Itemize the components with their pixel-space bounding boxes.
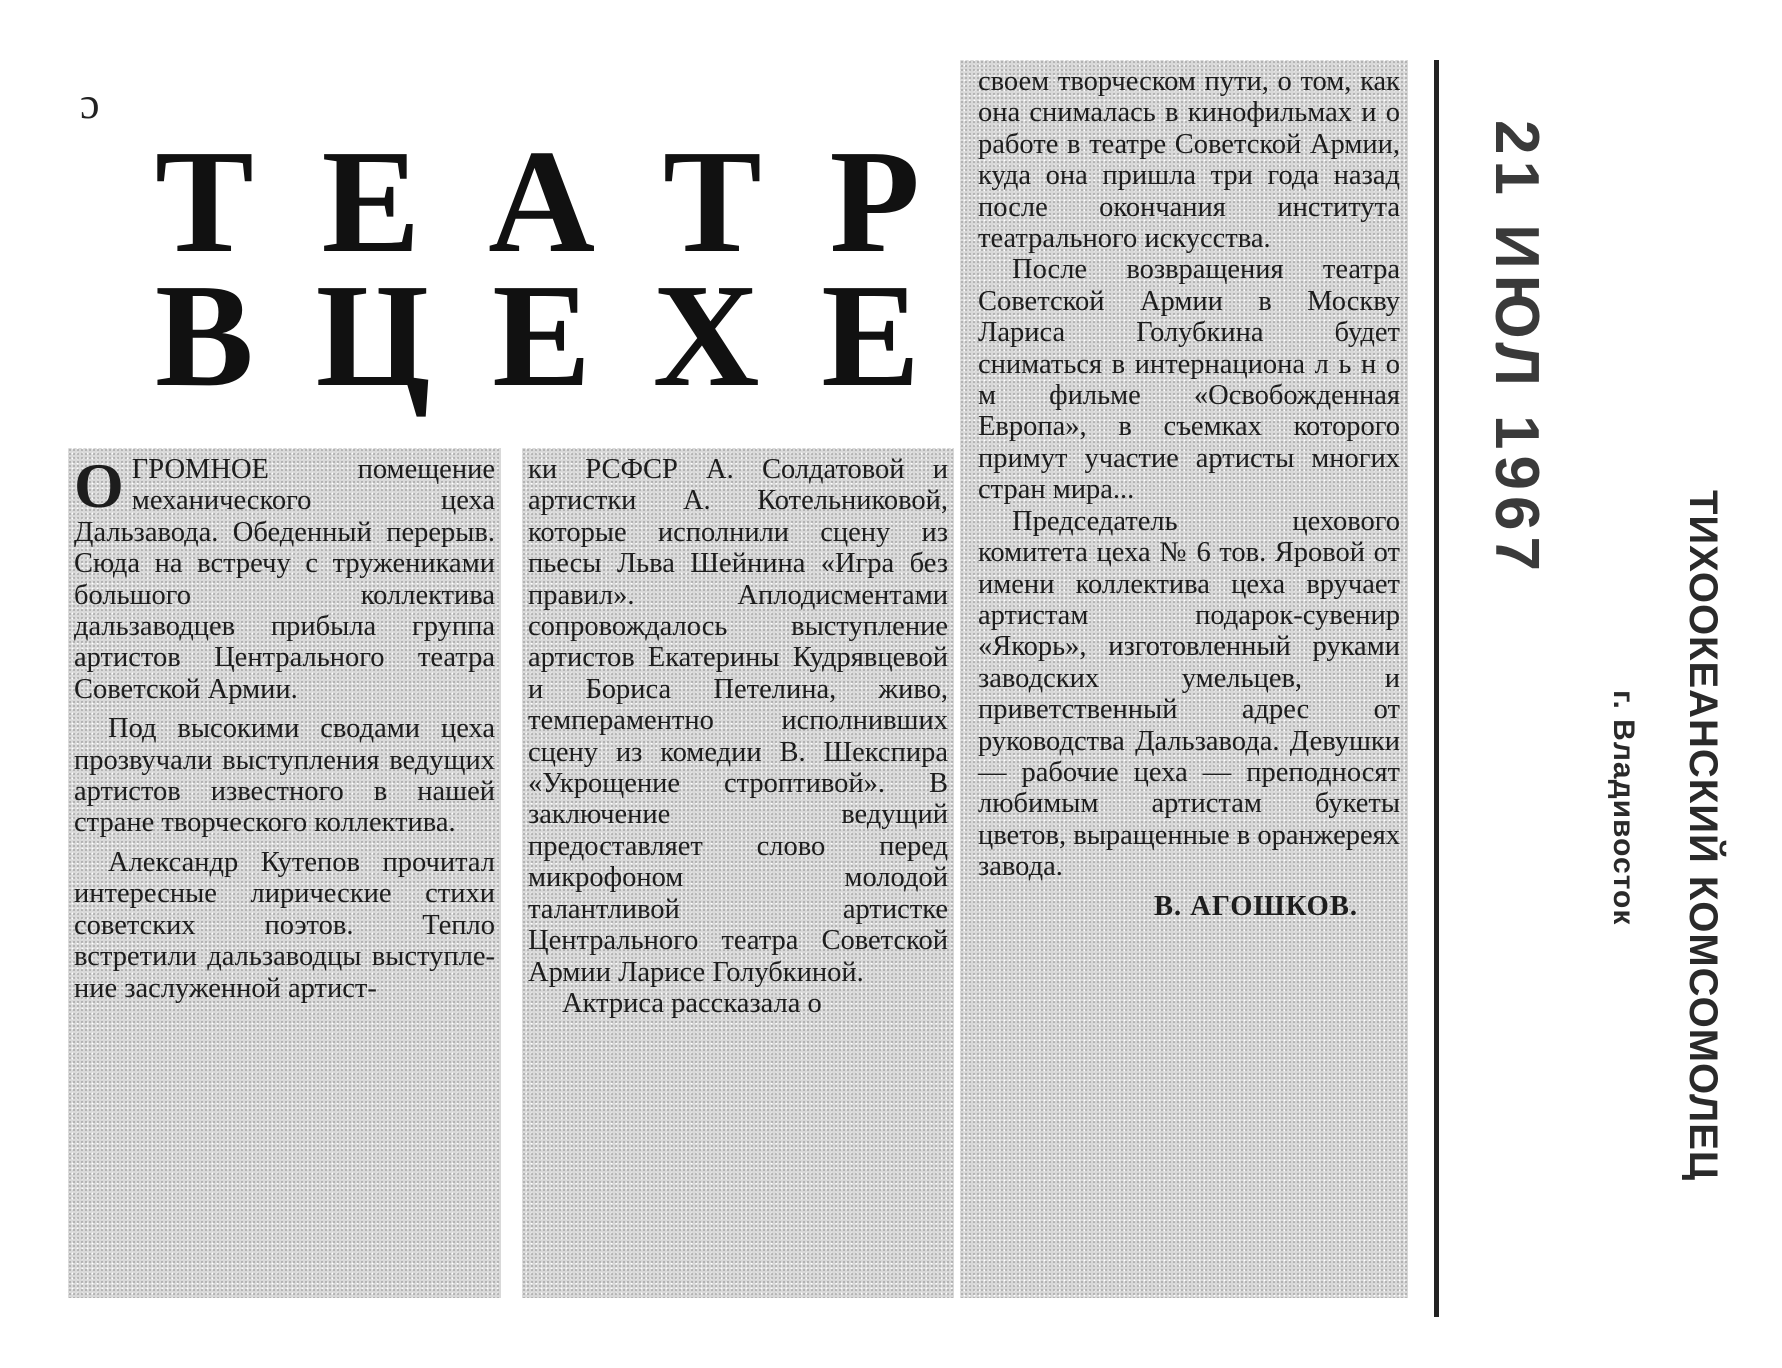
article-paragraph: После возвращения театра Советской Армии в Москву Лариса Голубкина будет сниматься в интернациона л ь н о м фильме «Освобожденная Европа», в съемках которого примут участие артисты многих стран мира... xyxy=(978,254,1400,506)
headline-letter: А xyxy=(488,120,596,284)
article-paragraph: Под высокими сводами цеха прозвучали выступления ведущих артистов известного в нашей стране творческого коллектива. xyxy=(74,713,495,839)
article-paragraph xyxy=(74,450,495,705)
vertical-divider xyxy=(1434,60,1439,1317)
paragraph-text: ГРОМНОЕ помещение механического цеха Дальзавода. Обеденный перерыв. Сюда на встречу с тружениками большого коллектива дальзаводцев прибыла группа артистов Центрального театра Советской Армии. xyxy=(74,454,495,705)
headline-letter: Т xyxy=(662,120,762,284)
article-paragraph: Александр Кутепов прочитал интересные лирические стихи советских поэтов. Тепло встретили дальзаводцы выступление заслуженной артист- xyxy=(74,846,495,1004)
headline-letter: Ц xyxy=(315,254,431,418)
headline-letter: Е xyxy=(492,254,591,418)
article-paragraph: ки РСФСР А. Солдатовой и артистки А. Котельниковой, которые исполнили сцену из пьесы Льва Шейнина «Игра без правил». Аплодисментами сопровождалось выступление артистов Екатерины Кудрявцевой и Бориса Петелина, живо, темпераментно исполнивших сцену из комедии В. Шекспира «Укрощение строптивой». В заключение ведущий предоставляет слово перед микрофоном молодой талантливой артистке Центрального театра Советской Армии Ларисе Голубкиной. xyxy=(528,454,948,988)
article-paragraph: Председатель цехового комитета цеха № 6 тов. Яровой от имени коллектива цеха вручает артистам подарок-сувенир «Якорь», изготовленный руками заводских умельцев, и приветственный адрес от руководства Дальзавода. Девушки — рабочие цеха — преподносят любимым артистам букеты цветов, выращенные в оранжереях завода. xyxy=(978,505,1400,883)
article-paragraph: своем творческом пути, о том, как она снималась в кинофильмах и о работе в театре Советской Армии, куда она пришла три года назад после окончания института театрального искусства. xyxy=(978,66,1400,255)
headline-letter: Т xyxy=(155,120,254,284)
article-column-1 xyxy=(68,448,501,1298)
newspaper-city: г. Владивосток xyxy=(1607,690,1640,926)
author-byline: В. АГОШКОВ. xyxy=(1154,890,1358,922)
headline-letter: Е xyxy=(321,120,421,284)
article-column-3 xyxy=(960,60,1408,1298)
newspaper-name: ТИХООКЕАНСКИЙ КОМСОМОЛЕЦ xyxy=(1681,490,1725,1182)
headline-line-2 xyxy=(155,254,920,418)
scribble-mark: ɔ xyxy=(80,79,100,128)
article-column-2 xyxy=(522,448,954,1298)
date-stamp: 21 ИЮЛ 1967 xyxy=(1482,120,1551,577)
headline-letter: Р xyxy=(829,120,920,284)
headline-letter: Е xyxy=(821,254,920,418)
headline-letter: В xyxy=(155,254,254,418)
article-paragraph: Актриса рассказала о xyxy=(562,987,822,1019)
drop-cap: О xyxy=(74,450,124,521)
headline-letter: Х xyxy=(652,254,760,418)
